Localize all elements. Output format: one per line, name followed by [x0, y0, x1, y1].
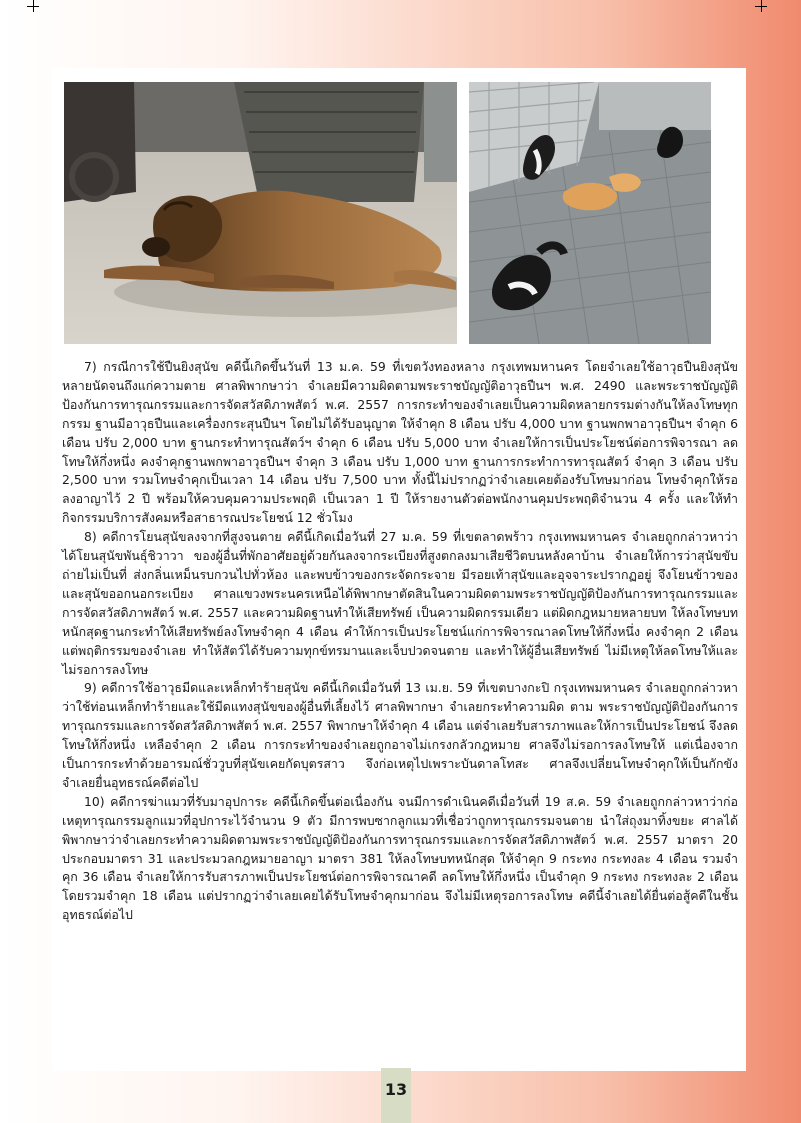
- case-paragraph: 8) คดีการโยนสุนัขลงจากที่สูงจนตาย คดีนี้เกิดเมื่อวันที่ 27 ม.ค. 59 ที่เขตลาดพร้าว กรุงเทพมหานคร จำเลยถูกกล่าวหาว่าได้โยนสุนัขพันธุ์ชิวาวา ของผู้อื่นที่พักอาศัยอยู่ด้วยกันลงจากระเบียงที่สูงตกลงมาเสียชีวิตบนหลังคาบ้าน จำเลยให้การว่าสุนัขขับถ่ายไม่เป็นที่ ส่งกลิ่นเหม็นรบกวนไปทั่วห้อง และพบข้าวของกระจัดกระจาย มีรอยเท้าสุนัขและอุจจาระปรากฏอยู่ จึงโยนข้าวของและสุนัขออกนอกระเบียง ศาลแขวงพระนครเหนือได้พิพากษาตัดสินในความผิดตามพระราชบัญญัติป้องกันการทารุณกรรมและการจัดสวัสดิภาพสัตว์ พ.ศ. 2557 และความผิดฐานทำให้เสียทรัพย์ เป็นความผิดกรรมเดียว แต่ผิดกฎหมายหลายบท ให้ลงโทษบทหนักสุดฐานกระทำให้เสียทรัพย์ลงโทษจำคุก 4 เดือน คำให้การเป็นประโยชน์แก่การพิจารณาลดโทษให้กึ่งหนึ่ง คงจำคุก 2 เดือน แต่พฤติกรรมของจำเลย ทำให้สัตว์ได้รับความทุกข์ทรมานและเจ็บปวดจนตาย และทำให้ผู้อื่นเสียทรัพย์ ไม่มีเหตุให้ลดโทษให้และไม่รอการลงโทษ: [62, 529, 738, 677]
- page-number: 13: [384, 1080, 408, 1099]
- content-panel: [52, 68, 746, 1071]
- case-paragraph: 9) คดีการใช้อาวุธมีดและเหล็กทำร้ายสุนัข คดีนี้เกิดเมื่อวันที่ 13 เม.ย. 59 ที่เขตบางกะปิ กรุงเทพมหานคร จำเลยถูกกล่าวหาว่าใช้ท่อนเหล็กทำร้ายและใช้มีดแทงสุนัขของผู้อื่นที่เลี้ยงไว้ ศาลพิพากษา จำเลยกระทำความผิด ตาม พระราชบัญญัติป้องกันการทารุณกรรมและการจัดสวัสดิภาพสัตว์ พ.ศ. 2557 พิพากษาให้จำคุก 4 เดือน แต่จำเลยรับสารภาพและให้การเป็นประโยชน์ จึงลดโทษให้กึ่งหนึ่ง เหลือจำคุก 2 เดือน การกระทำของจำเลยถูกอาจไม่เกรงกลัวกฎหมาย ศาลจึงไม่รอการลงโทษให้ แต่เนื่องจากเป็นการกระทำด้วยอารมณ์ชั่ววูบที่สุนัขเคยกัดบุตรสาว จึงก่อเหตุไปเพราะบันดาลโทสะ ศาลจึงเปลี่ยนโทษจำคุกให้เป็นกักขัง จำเลยยื่นอุทธรณ์คดีต่อไป: [62, 680, 738, 790]
- article-body: [62, 358, 738, 925]
- cats-photo: [469, 82, 711, 344]
- crop-mark: [755, 6, 767, 7]
- case-paragraph: 10) คดีการฆ่าแมวที่รับมาอุปการะ คดีนี้เกิดขึ้นต่อเนื่องกัน จนมีการดำเนินคดีเมื่อวันที่ 19 ส.ค. 59 จำเลยถูกกล่าวหาว่าก่อเหตุทารุณกรรมลูกแมวที่อุปการะไว้จำนวน 9 ตัว มีการพบซากลูกแมวที่เชื่อว่าถูกทารุณกรรมจนตาย นำใส่ถุงมาทิ้งขยะ ศาลได้พิพากษาว่าจำเลยกระทำความผิดตามพระราชบัญญัติป้องกันการทารุณกรรมและการจัดสวัสดิภาพสัตว์ พ.ศ. 2557 มาตรา 20 ประกอบมาตรา 31 และประมวลกฎหมายอาญา มาตรา 381 ให้ลงโทษบทหนักสุด ให้จำคุก 9 กระทง กระทงละ 4 เดือน รวมจำคุก 36 เดือน จำเลยให้การรับสารภาพเป็นประโยชน์ต่อการพิจารณาคดี ลดโทษให้กึ่งหนึ่ง เป็นจำคุก 9 กระทง กระทงละ 2 เดือน โดยรวมจำคุก 18 เดือน แต่ปรากฏว่าจำเลยเคยได้รับโทษจำคุกมาก่อน จึงไม่มีเหตุรอการลงโทษ คดีนี้จำเลยได้ยื่นต่อสู้คดีในชั้นอุทธรณ์ต่อไป: [62, 793, 738, 923]
- dog-photo: [64, 82, 457, 344]
- crop-mark: [27, 6, 39, 7]
- case-paragraph: 7) กรณีการใช้ปืนยิงสุนัข คดีนี้เกิดขึ้นวันที่ 13 ม.ค. 59 ที่เขตวังทองหลาง กรุงเทพมหานคร โดยจำเลยใช้อาวุธปืนยิงสุนัขหลายนัดจนถึงแก่ความตาย ศาลพิพากษาว่า จำเลยมีความผิดตามพระราชบัญญัติอาวุธปืนฯ พ.ศ. 2490 และพระราชบัญญัติป้องกันการทารุณกรรมและการจัดสวัสดิภาพสัตว์ พ.ศ. 2557 การกระทำของจำเลยเป็นความผิดหลายกรรมต่างกันให้ลงโทษทุกกรรม ฐานมีอาวุธปืนและเครื่องกระสุนปืนฯ โดยไม่ได้รับอนุญาต ให้จำคุก 8 เดือน ปรับ 4,000 บาท ฐานพกพาอาวุธปืนฯ จำคุก 6 เดือน ปรับ 2,000 บาท ฐานกระทำทารุณสัตว์ฯ จำคุก 6 เดือน ปรับ 5,000 บาท จำเลยให้การเป็นประโยชน์ต่อการพิจารณา ลดโทษให้กึ่งหนึ่ง คงจำคุกฐานพกพาอาวุธปืนฯ จำคุก 3 เดือน ปรับ 1,000 บาท ฐานการกระทำการทารุณสัตว์ จำคุก 3 เดือน ปรับ 2,500 บาท รวมโทษจำคุกเป็นเวลา 14 เดือน ปรับ 7,500 บาท ทั้งนี้ไม่ปรากฏว่าจำเลยเคยต้องรับโทษมาก่อน โทษจำคุกให้รอลงอาญาไว้ 2 ปี พร้อมให้ควบคุมความประพฤติ เป็นเวลา 1 ปี ให้รายงานตัวต่อพนักงานคุมประพฤติจำนวน 4 ครั้ง และให้ทำกิจกรรมบริการสังคมหรือสาธารณประโยชน์ 12 ชั่วโมง: [62, 359, 738, 526]
